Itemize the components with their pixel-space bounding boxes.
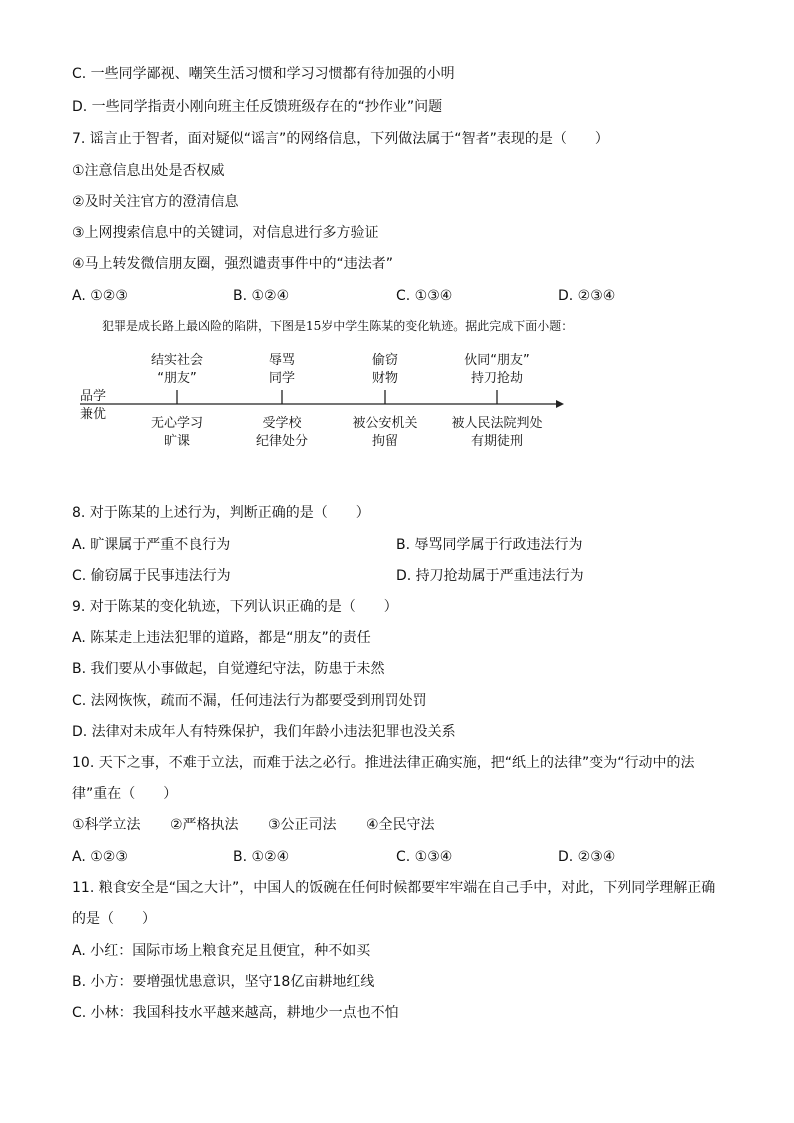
q9-option-b: B. 我们要从小事做起，自觉遵纪守法，防患于未然 — [72, 661, 385, 677]
q10-item-4: ④全民守法 — [366, 817, 435, 833]
result-1-line-2: 旷课 — [163, 434, 190, 449]
start-line-2: 兼优 — [80, 407, 107, 422]
q7-option-d: D. ②③④ — [558, 288, 616, 304]
result-2-line-2: 纪律处分 — [255, 434, 308, 449]
q9-option-a: A. 陈某走上违法犯罪的道路，都是“朋友”的责任 — [72, 630, 371, 646]
q6-option-d: D. 一些同学指责小刚向班主任反馈班级存在的“抄作业”问题 — [72, 99, 443, 115]
event-4-line-1: 伙同“朋友” — [464, 353, 530, 368]
timeline-result-3 — [337, 415, 433, 451]
q11-option-c: C. 小林：我国科技水平越来越高，耕地少一点也不怕 — [72, 1005, 399, 1021]
result-3-line-1: 被公安机关 — [352, 416, 418, 431]
timeline-event-3 — [345, 352, 425, 388]
result-4-line-1: 被人民法院判处 — [451, 416, 543, 431]
q7-statement-1: ①注意信息出处是否权威 — [72, 163, 225, 179]
q10-item-2: ②严格执法 — [170, 817, 239, 833]
q11-option-a: A. 小红：国际市场上粮食充足且便宜，种不如买 — [72, 943, 371, 959]
q7-option-a: A. ①②③ — [72, 288, 128, 304]
q10-stem-line-2: 律”重在（ ） — [72, 786, 178, 802]
q7-statement-2: ②及时关注官方的澄清信息 — [72, 194, 239, 210]
event-3-line-1: 偷窃 — [371, 353, 398, 368]
q7-option-c: C. ①③④ — [396, 288, 453, 304]
timeline-event-1 — [137, 352, 217, 388]
q8-stem: 8. 对于陈某的上述行为，判断正确的是（ ） — [72, 505, 370, 521]
timeline-arrowhead — [556, 400, 564, 408]
q9-option-d: D. 法律对未成年人有特殊保护，我们年龄小违法犯罪也没关系 — [72, 724, 456, 740]
event-3-line-2: 财物 — [371, 371, 398, 386]
timeline-result-4 — [437, 415, 557, 451]
timeline-event-2 — [242, 352, 322, 388]
q9-stem: 9. 对于陈某的变化轨迹，下列认识正确的是（ ） — [72, 599, 398, 615]
q7-stem: 7. 谣言止于智者，面对疑似“谣言”的网络信息，下列做法属于“智者”表现的是（ ） — [72, 131, 609, 147]
timeline-event-4 — [442, 352, 552, 388]
q11-stem-line-1: 11. 粮食安全是“国之大计”，中国人的饭碗在任何时候都要牢牢端在自己手中，对此，下列同学理解正确 — [72, 880, 716, 896]
q10-item-1: ①科学立法 — [72, 817, 141, 833]
q10-stem-line-1: 10. 天下之事，不难于立法，而难于法之必行。推进法律正确实施，把“纸上的法律”变为“行动中的法 — [72, 755, 695, 771]
event-2-line-1: 辱骂 — [268, 353, 295, 368]
result-4-line-2: 有期徒刑 — [470, 434, 523, 449]
result-3-line-2: 拘留 — [371, 434, 398, 449]
q10-option-d: D. ②③④ — [558, 849, 616, 865]
q7-statement-3: ③上网搜索信息中的关键词，对信息进行多方验证 — [72, 225, 379, 241]
q11-stem-line-2: 的是（ ） — [72, 911, 156, 927]
event-2-line-2: 同学 — [268, 371, 295, 386]
q10-option-b: B. ①②④ — [233, 849, 290, 865]
result-1-line-1: 无心学习 — [150, 416, 203, 431]
q7-option-b: B. ①②④ — [233, 288, 290, 304]
event-4-line-2: 持刀抢劫 — [470, 371, 523, 386]
result-2-line-1: 受学校 — [262, 416, 302, 431]
timeline-start-label — [80, 388, 106, 424]
q10-option-a: A. ①②③ — [72, 849, 128, 865]
q10-item-3: ③公正司法 — [268, 817, 337, 833]
q7-statement-4: ④马上转发微信朋友圈，强烈谴责事件中的“违法者” — [72, 256, 394, 272]
q9-option-c: C. 法网恢恢，疏而不漏，任何违法行为都要受到刑罚处罚 — [72, 693, 427, 709]
q11-option-b: B. 小方：要增强忧患意识，坚守18亿亩耕地红线 — [72, 974, 375, 990]
start-line-1: 品学 — [80, 389, 107, 404]
q10-option-c: C. ①③④ — [396, 849, 453, 865]
event-1-line-1: 结实社会 — [150, 353, 203, 368]
material-intro: 犯罪是成长路上最凶险的陷阱，下图是15岁中学生陈某的变化轨迹。据此完成下面小题： — [102, 319, 574, 333]
timeline-result-1 — [137, 415, 217, 451]
q8-option-b: B. 辱骂同学属于行政违法行为 — [396, 537, 583, 553]
q6-option-c: C. 一些同学鄙视、嘲笑生活习惯和学习习惯都有待加强的小明 — [72, 66, 455, 82]
q8-option-c: C. 偷窃属于民事违法行为 — [72, 568, 231, 584]
q8-option-d: D. 持刀抢劫属于严重违法行为 — [396, 568, 584, 584]
q8-option-a: A. 旷课属于严重不良行为 — [72, 537, 231, 553]
event-1-line-2: “朋友” — [157, 371, 197, 386]
timeline-result-2 — [242, 415, 322, 451]
